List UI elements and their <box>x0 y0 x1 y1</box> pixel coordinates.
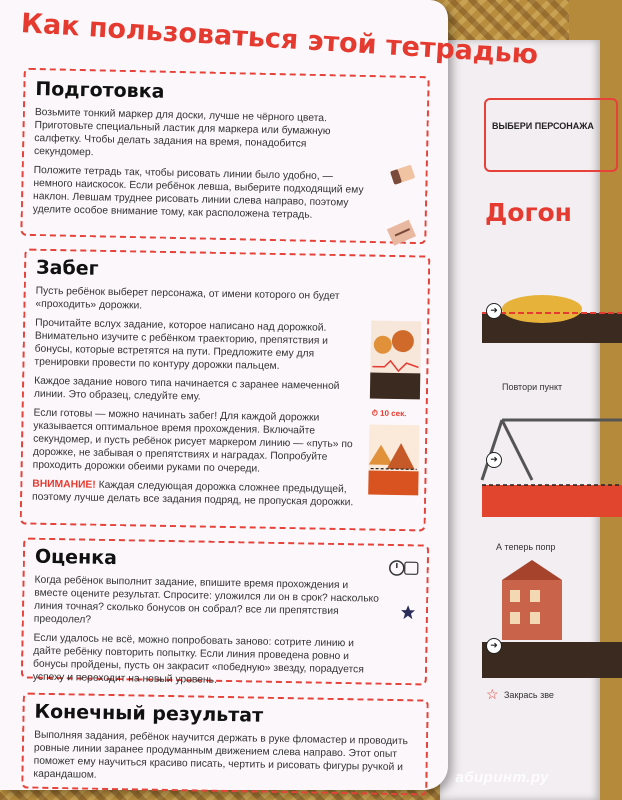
notebook-icon <box>386 217 417 248</box>
paragraph: Если готовы — можно начинать забег! Для каждой дорожки указывается оптимальное время прохождения. Включайте секундомер, и пусть ребёнок рисует маркером линию — «путь» по дорожке, не забывая о препятствиях и наградах. Попробуйте проходить дорожки обеими руками по очереди. <box>32 407 353 475</box>
track-example-illustration-2 <box>368 425 419 496</box>
color-star-icon: ☆ <box>486 686 499 702</box>
section-preparation <box>20 68 429 244</box>
right-page <box>440 40 600 800</box>
swing-illustration <box>482 405 622 520</box>
paragraph: Если удалось не всё, можно попробовать заново: сотрите линию и дайте ребёнку повторить попытку. Если линия проведена ровно и бонусы пройдены, пусть он закрасит «победную» звезду, порадуется успеху и переходит на новый уровень. <box>32 632 364 686</box>
paragraph: Прочитайте вслух задание, которое написано над дорожкой. Внимательно изучите с ребёнком траекторию, препятствия и бонусы, которые встретятся на пути. Предложите ему для тренировки провести по контуру дорожки пальцем. <box>34 317 329 372</box>
right-page-title: Догон <box>485 198 572 227</box>
track-example-illustration <box>370 321 421 400</box>
now-try-instruction: А теперь попр <box>496 542 556 552</box>
choose-character-box <box>484 98 618 172</box>
house-illustration <box>482 560 622 680</box>
section-final-result <box>21 692 429 795</box>
warning-label: ВНИМАНИЕ! <box>32 478 96 491</box>
timer-label <box>371 409 415 424</box>
track-illustration-1 <box>482 285 622 345</box>
paragraph: Каждое задание нового типа начинается с заранее намеченной линии. Это образец, следуйте ему. <box>33 375 340 403</box>
choose-character-label: ВЫБЕРИ ПЕРСОНАЖА <box>492 121 594 131</box>
eraser-icon <box>387 159 418 190</box>
section-race <box>20 248 431 531</box>
section-evaluation <box>21 537 429 685</box>
paragraph: Положите тетрадь так, чтобы рисовать линии было удобно, — немного наискосок. Если ребёнок левша, выберите подходящий ему наклон. Левшам труднее рисовать линии слева направо, поэтому уделите особое внимание тому, как расположена тетрадь. <box>32 164 364 221</box>
start-arrow-icon-3: ➜ <box>486 638 502 654</box>
timer-value: 10 сек. <box>380 408 407 419</box>
color-star-instruction: Закрась зве <box>504 690 554 700</box>
start-arrow-icon-2: ➜ <box>486 452 502 468</box>
start-arrow-icon: ➜ <box>486 303 502 319</box>
watermark: абиринт.ру <box>455 769 549 786</box>
paragraph: Возьмите тонкий маркер для доски, лучше не чёрного цвета. Приготовьте специальный ластик для маркера или бумажную салфетку. Чтобы делать задания на время, понадобится секундомер. <box>33 107 331 159</box>
repeat-instruction: Повтори пункт <box>502 382 563 392</box>
paragraph: Когда ребёнок выполнит задание, впишите время прохождения и вместе оцените результат. Спросите: уложился ли он в срок? насколько линия точная? сколько бонусов он собрал? все ли препятствия преодолел? <box>33 574 380 626</box>
page-title: Как пользоваться этой тетрадью <box>20 8 539 71</box>
stopwatch-icon: ⏱ <box>371 408 378 418</box>
paragraph: Пусть ребёнок выберет персонажа, от имени которого он будет «проходить» дорожки. <box>35 285 340 312</box>
section-heading-evaluation: Оценка <box>34 545 118 570</box>
section-heading-preparation: Подготовка <box>35 78 165 103</box>
paragraph: Выполняя задания, ребёнок научится держать в руке фломастер и проводить ровные линии заранее продуманным движением слева направо. Этот опыт поможет ему научиться красиво писать, чертить и рисовать фигуры ручкой и карандашом. <box>33 729 409 781</box>
warning-paragraph <box>32 478 362 510</box>
stopwatch-icon <box>389 558 419 579</box>
section-heading-race: Забег <box>35 256 99 280</box>
star-icon <box>400 604 416 620</box>
section-heading-final-result: Конечный результат <box>34 700 264 727</box>
warning-text: Каждая следующая дорожка сложнее предыдущей, поэтому лучше делать все задания подряд, не пропуская дорожки. <box>32 479 354 509</box>
